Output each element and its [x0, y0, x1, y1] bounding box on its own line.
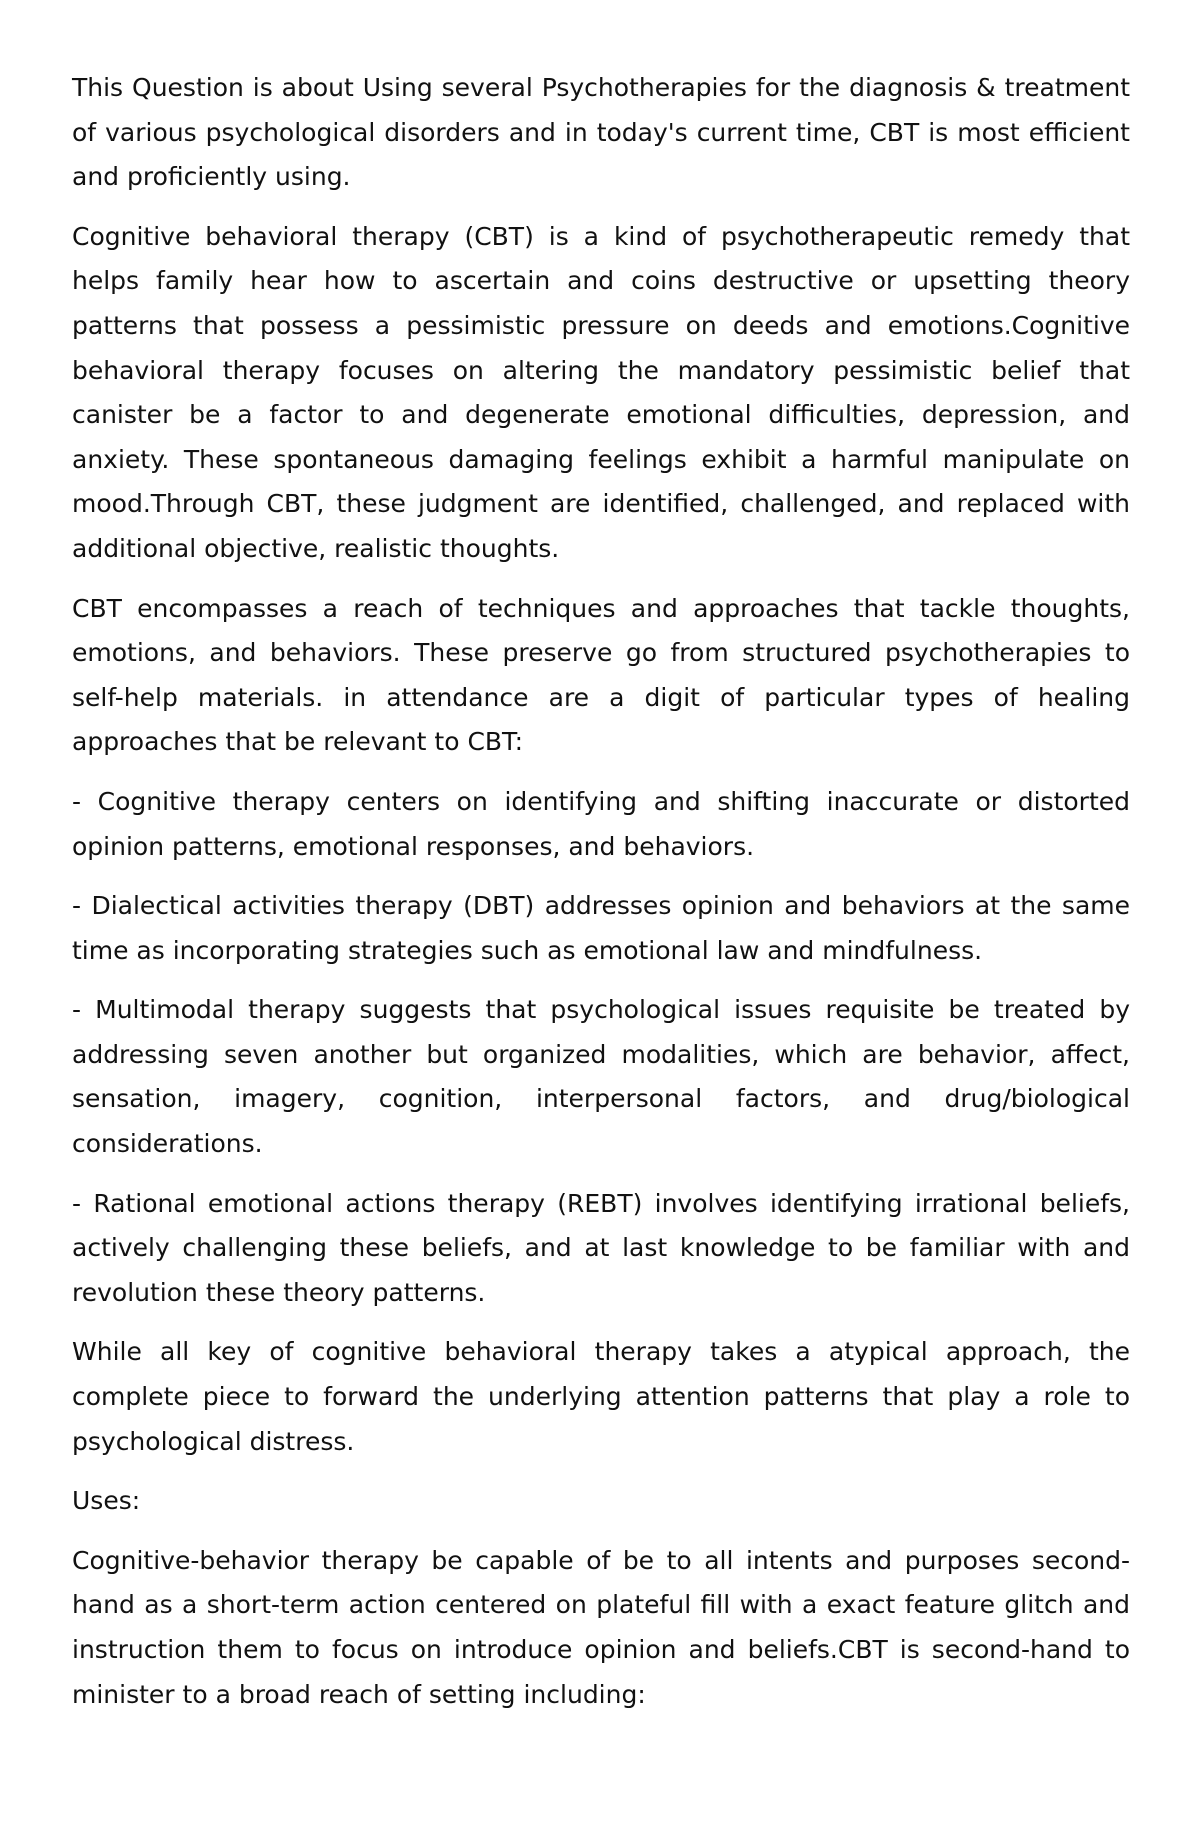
- uses-heading: Uses:: [72, 1486, 141, 1516]
- cbt-definition-paragraph: Cognitive behavioral therapy (CBT) is a kind of psychotherapeutic remedy that helps family hear how to ascertain and coins destructive or upsetting theory patterns that possess a pessimistic pressure on deeds and emotions.Cognitive behavioral therapy focuses on altering the mandatory pessimistic belief that canister be a factor to and degenerate emotional difficulties, depression, and anxiety. These spontaneous damaging feelings exhibit a harmful manipulate on mood.Through CBT, these judgment are identified, challenged, and replaced with additional objective, realistic thoughts.: [72, 221, 1130, 563]
- intro-paragraph: This Question is about Using several Psychotherapies for the diagnosis & treatment of various psychological disorders and in today's current time, CBT is most efficient and proficiently using.: [72, 73, 1130, 192]
- list-item-cognitive-therapy: - Cognitive therapy centers on identifying and shifting inaccurate or distorted opinion patterns, emotional responses, and behaviors.: [72, 786, 1130, 861]
- list-item-rebt: - Rational emotional actions therapy (REBT) involves identifying irrational beliefs, actively challenging these beliefs, and at last knowledge to be familiar with and revolution these theory patterns.: [72, 1188, 1130, 1307]
- cbt-techniques-paragraph: CBT encompasses a reach of techniques and approaches that tackle thoughts, emotions, and behaviors. These preserve go from structured psychotherapies to self-help materials. in attendance are a digit of particular types of healing approaches that be relevant to CBT:: [72, 593, 1130, 757]
- list-item-multimodal-therapy: - Multimodal therapy suggests that psychological issues requisite be treated by addressing seven another but organized modalities, which are behavior, affect, sensation, imagery, cognition, interpersonal factors, and drug/biological considerations.: [72, 995, 1130, 1159]
- list-item-dbt: - Dialectical activities therapy (DBT) addresses opinion and behaviors at the same time as incorporating strategies such as emotional law and mindfulness.: [72, 891, 1130, 965]
- uses-paragraph: Cognitive-behavior therapy be capable of be to all intents and purposes second-hand as a short-term action centered on plateful fill with a exact feature glitch and instruction them to focus on introduce opinion and beliefs.CBT is second-hand to minister to a broad reach of setting including:: [72, 1545, 1130, 1709]
- summary-paragraph: While all key of cognitive behavioral therapy takes a atypical approach, the complete piece to forward the underlying attention patterns that play a role to psychological distress.: [72, 1337, 1130, 1456]
